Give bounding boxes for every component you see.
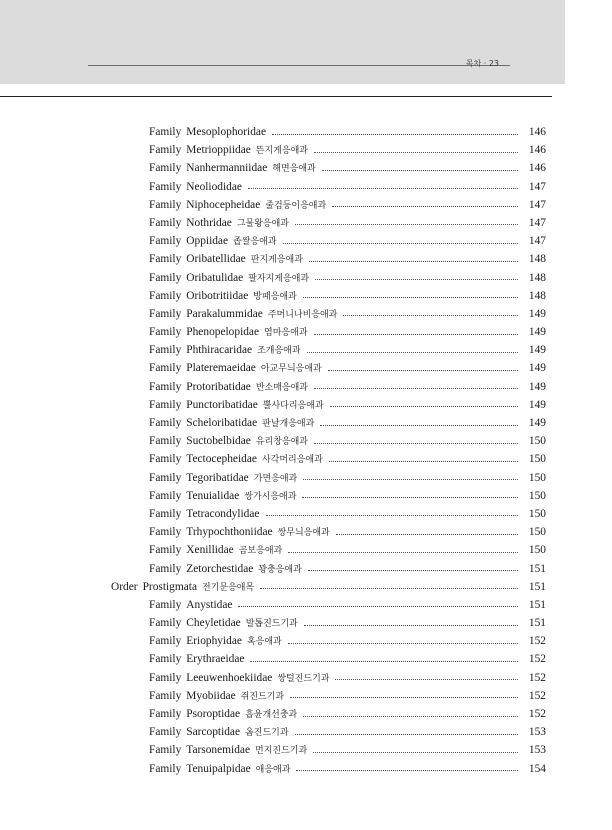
- dot-leader: [309, 261, 518, 262]
- toc-entry-label: [111, 578, 254, 597]
- toc-entry-label: [149, 469, 297, 488]
- page-number: 151: [528, 617, 546, 630]
- toc-entry-label: [149, 196, 326, 215]
- header-rule: [88, 65, 510, 66]
- taxon-name: Niphocepheidae: [186, 198, 261, 211]
- taxon-rank: Family: [149, 726, 182, 739]
- toc-family-entry[interactable]: [0, 632, 612, 650]
- taxon-rank: Family: [149, 453, 182, 466]
- korean-name: 반소매응애과: [255, 382, 308, 393]
- toc-family-entry[interactable]: [0, 323, 612, 341]
- toc-family-entry[interactable]: [0, 305, 612, 323]
- dot-leader: [302, 497, 518, 498]
- page-number: 150: [528, 507, 546, 520]
- taxon-rank: Family: [149, 198, 182, 211]
- dot-leader: [303, 297, 518, 298]
- taxon-rank: Family: [149, 307, 182, 320]
- page-number: 148: [528, 271, 546, 284]
- taxon-rank: Family: [149, 762, 182, 775]
- dot-leader: [335, 679, 518, 680]
- korean-name: 가면응애과: [253, 473, 298, 484]
- dot-leader: [313, 752, 518, 753]
- toc-entry-label: [149, 141, 308, 160]
- taxon-name: Tenuipalpidae: [186, 762, 251, 775]
- korean-name: 애응애과: [255, 764, 291, 775]
- korean-name: 곰보응애과: [238, 546, 283, 557]
- taxon-name: Oppiidae: [186, 235, 229, 248]
- dot-leader: [290, 697, 518, 698]
- toc-entry-label: [149, 287, 297, 306]
- taxon-name: Xenillidae: [186, 544, 234, 557]
- toc-family-entry[interactable]: [0, 396, 612, 414]
- toc-family-entry[interactable]: [0, 250, 612, 268]
- toc-entry-label: [149, 687, 284, 706]
- toc-order-entry[interactable]: [0, 578, 612, 596]
- dot-leader: [329, 461, 518, 462]
- taxon-name: Oribatellidae: [186, 253, 246, 266]
- korean-name: 좁쌀응애과: [233, 237, 277, 248]
- taxon-name: Phthiracaridae: [186, 344, 253, 357]
- toc-family-entry[interactable]: [0, 650, 612, 668]
- korean-name: 발톱진드기과: [245, 619, 298, 630]
- toc-entry-label: [149, 632, 282, 651]
- toc-entry-label: [149, 359, 322, 378]
- dot-leader: [308, 570, 518, 571]
- page-number: 146: [528, 144, 546, 157]
- toc-entry-label: [149, 250, 303, 269]
- taxon-name: Punctoribatidae: [186, 398, 258, 411]
- toc-entry-label: [149, 723, 289, 742]
- page-number: 152: [528, 708, 546, 720]
- toc-entry-label: [149, 669, 329, 688]
- toc-entry-label: [149, 378, 308, 397]
- toc-entry-label: [149, 596, 232, 614]
- page-number: 147: [528, 235, 546, 248]
- toc-entry-label: [149, 232, 277, 251]
- taxon-rank: Family: [149, 126, 182, 138]
- toc-entry-label: [149, 323, 308, 342]
- toc-family-entry[interactable]: [0, 487, 612, 505]
- toc-family-entry[interactable]: [0, 141, 612, 159]
- korean-name: 아교무늬응애과: [260, 364, 322, 375]
- taxon-rank: Family: [149, 253, 182, 266]
- page-number: 152: [528, 671, 546, 684]
- toc-entry-label: [149, 432, 308, 451]
- dot-leader: [260, 588, 518, 589]
- toc-entry-label: [149, 614, 298, 633]
- taxon-name: Zetorchestidae: [186, 562, 254, 575]
- korean-name: 주머니나비응애과: [267, 309, 338, 320]
- taxon-rank: Family: [149, 235, 182, 248]
- page-number: 150: [528, 453, 546, 466]
- page-number: 150: [528, 435, 546, 448]
- taxon-rank: Family: [149, 380, 182, 393]
- taxon-rank: Family: [149, 435, 182, 448]
- page-number: 152: [528, 689, 546, 702]
- toc-entry-label: [149, 450, 323, 469]
- page-number: 153: [528, 726, 546, 739]
- dot-leader: [248, 188, 518, 189]
- toc-family-entry[interactable]: [0, 414, 612, 432]
- dot-leader: [307, 352, 518, 353]
- taxon-name: Scheloribatidae: [186, 417, 258, 429]
- table-of-contents: [0, 123, 612, 778]
- korean-name: 방패응애과: [253, 291, 297, 302]
- taxon-name: Metrioppiidae: [186, 144, 251, 157]
- dot-leader: [304, 625, 518, 626]
- korean-name: 먼지진드기과: [255, 746, 308, 757]
- page-number: 148: [528, 289, 546, 302]
- toc-family-entry[interactable]: [0, 196, 612, 214]
- taxon-name: Neoliodidae: [186, 180, 242, 193]
- dot-leader: [343, 315, 518, 316]
- dot-leader: [320, 425, 518, 426]
- toc-entry-label: [149, 269, 309, 288]
- taxon-name: Suctobelbidae: [186, 435, 251, 448]
- taxon-rank: Family: [149, 326, 182, 339]
- korean-name: 꽝충응애과: [258, 564, 302, 575]
- toc-family-entry[interactable]: [0, 450, 612, 468]
- dot-leader: [295, 224, 518, 225]
- toc-family-entry[interactable]: [0, 469, 612, 487]
- toc-entry-label: [149, 159, 316, 178]
- toc-family-entry[interactable]: [0, 596, 612, 614]
- taxon-rank: Family: [149, 708, 182, 720]
- toc-entry-label: [149, 214, 289, 233]
- toc-entry-label: [149, 560, 302, 579]
- toc-family-entry[interactable]: [0, 378, 612, 396]
- page-number: 149: [528, 326, 546, 339]
- korean-name: 뜬지게응애과: [255, 146, 308, 157]
- taxon-name: Tegoribatidae: [186, 471, 249, 484]
- taxon-rank: Family: [149, 544, 182, 557]
- page-number: 149: [528, 344, 546, 357]
- dot-leader: [314, 334, 518, 335]
- dot-leader: [314, 388, 518, 389]
- page-number: 153: [528, 744, 546, 757]
- taxon-rank: Family: [149, 398, 182, 411]
- taxon-rank: Family: [149, 653, 182, 666]
- taxon-rank: Family: [149, 216, 182, 229]
- taxon-rank: Order: [111, 580, 138, 593]
- dot-leader: [322, 170, 518, 171]
- taxon-rank: Family: [149, 562, 182, 575]
- taxon-name: Cheyletidae: [186, 617, 241, 630]
- taxon-rank: Family: [149, 180, 182, 193]
- taxon-rank: Family: [149, 598, 182, 611]
- taxon-rank: Family: [149, 362, 182, 375]
- korean-name: 흡윤개선충과: [245, 710, 298, 720]
- page-number: 152: [528, 635, 546, 648]
- taxon-name: Phenopelopidae: [186, 326, 260, 339]
- dot-leader: [250, 661, 518, 662]
- korean-name: 줄검둥이응애과: [265, 200, 327, 211]
- toc-family-entry[interactable]: [0, 178, 612, 196]
- toc-entry-label: [149, 523, 330, 542]
- page-number: 150: [528, 471, 546, 484]
- toc-entry-label: [149, 760, 290, 779]
- page-number: 152: [528, 653, 546, 666]
- dot-leader: [336, 534, 518, 535]
- page-number: 150: [528, 489, 546, 502]
- dot-leader: [303, 716, 518, 717]
- toc-family-entry[interactable]: [0, 723, 612, 741]
- toc-entry-label: [149, 123, 266, 141]
- dot-leader: [330, 406, 518, 407]
- korean-name: 팔자지게응애과: [248, 273, 310, 284]
- toc-family-entry[interactable]: [0, 123, 612, 141]
- taxon-name: Tectocepheidae: [186, 453, 257, 466]
- content-top-rule: [0, 96, 552, 97]
- taxon-name: Oribotritiidae: [186, 289, 249, 302]
- taxon-name: Sarcoptidae: [186, 726, 241, 739]
- taxon-name: Mesoplophoridae: [186, 126, 266, 138]
- toc-family-entry[interactable]: [0, 505, 612, 523]
- taxon-name: Eriophyidae: [186, 635, 242, 648]
- korean-name: 유리창응애과: [255, 437, 308, 448]
- taxon-rank: Family: [149, 671, 182, 684]
- page-number: 149: [528, 380, 546, 393]
- taxon-rank: Family: [149, 144, 182, 157]
- taxon-rank: Family: [149, 635, 182, 648]
- taxon-name: Oribatulidae: [186, 271, 244, 284]
- page-number: 150: [528, 544, 546, 557]
- dot-leader: [288, 552, 518, 553]
- korean-name: 옴진드기과: [245, 728, 289, 739]
- toc-family-entry[interactable]: [0, 232, 612, 250]
- page-number: 151: [528, 598, 546, 611]
- taxon-name: Erythraeidae: [186, 653, 245, 666]
- toc-entry-label: [149, 414, 314, 433]
- toc-entry-label: [149, 178, 242, 196]
- taxon-name: Plateremaeidae: [186, 362, 256, 375]
- korean-name: 사각머리응애과: [261, 455, 323, 466]
- page-number: 151: [528, 580, 546, 593]
- page-header-band: [0, 0, 565, 84]
- dot-leader: [332, 206, 518, 207]
- dot-leader: [314, 443, 518, 444]
- page-number: 149: [528, 417, 546, 429]
- toc-entry-label: [149, 396, 324, 415]
- page-number: 147: [528, 198, 546, 211]
- taxon-rank: Family: [149, 417, 182, 429]
- toc-family-entry[interactable]: [0, 159, 612, 177]
- toc-entry-label: [149, 650, 244, 668]
- dot-leader: [288, 643, 518, 644]
- korean-name: 쌍무늬응애과: [277, 528, 330, 539]
- korean-name: 그물왕응애과: [236, 218, 289, 229]
- dot-leader: [283, 243, 518, 244]
- taxon-name: Leeuwenhoekiidae: [186, 671, 273, 684]
- korean-name: 전기문응애목: [202, 582, 255, 593]
- toc-family-entry[interactable]: [0, 432, 612, 450]
- toc-family-entry[interactable]: [0, 287, 612, 305]
- taxon-name: Trhypochthoniidae: [186, 526, 273, 539]
- korean-name: 염마응애과: [264, 328, 308, 339]
- taxon-rank: Family: [149, 744, 182, 757]
- taxon-name: Protoribatidae: [186, 380, 251, 393]
- dot-leader: [328, 370, 518, 371]
- toc-family-entry[interactable]: [0, 541, 612, 559]
- korean-name: 판지게응애과: [250, 255, 303, 266]
- toc-family-entry[interactable]: [0, 741, 612, 759]
- dot-leader: [314, 152, 518, 153]
- running-header: 목차 · 23: [465, 59, 499, 68]
- taxon-name: Nothridae: [186, 216, 232, 229]
- page-number: 150: [528, 526, 546, 539]
- taxon-name: Psoroptidae: [186, 708, 241, 720]
- dot-leader: [272, 134, 518, 135]
- toc-family-entry[interactable]: [0, 560, 612, 578]
- page-number: 147: [528, 216, 546, 229]
- korean-name: 판날개응애과: [262, 419, 315, 429]
- korean-name: 뿔사다리응애과: [262, 400, 324, 411]
- toc-family-entry[interactable]: [0, 523, 612, 541]
- page-number: 149: [528, 307, 546, 320]
- toc-family-entry[interactable]: [0, 341, 612, 359]
- toc-family-entry[interactable]: [0, 614, 612, 632]
- taxon-rank: Family: [149, 617, 182, 630]
- korean-name: 쌍털진드기과: [277, 673, 330, 684]
- dot-leader: [295, 734, 518, 735]
- toc-family-entry[interactable]: [0, 269, 612, 287]
- toc-entry-label: [149, 741, 307, 760]
- taxon-rank: Family: [149, 344, 182, 357]
- taxon-name: Tarsonemidae: [186, 744, 251, 757]
- toc-family-entry[interactable]: [0, 687, 612, 705]
- korean-name: 조개응애과: [257, 346, 301, 357]
- page-number: 154: [528, 762, 546, 775]
- toc-family-entry[interactable]: [0, 760, 612, 778]
- toc-entry-label: [149, 505, 260, 523]
- page-number: 149: [528, 362, 546, 375]
- taxon-rank: Family: [149, 507, 182, 520]
- korean-name: 해면응애과: [272, 164, 316, 175]
- taxon-name: Tenuialidae: [186, 489, 240, 502]
- page-number: 147: [528, 180, 546, 193]
- page-number: 151: [528, 562, 546, 575]
- toc-entry-label: [149, 305, 337, 324]
- dot-leader: [238, 606, 518, 607]
- korean-name: 쥐진드기과: [240, 691, 285, 702]
- dot-leader: [303, 479, 518, 480]
- page-number: 146: [528, 126, 546, 138]
- taxon-rank: Family: [149, 471, 182, 484]
- taxon-rank: Family: [149, 526, 182, 539]
- taxon-rank: Family: [149, 489, 182, 502]
- page-number: 146: [528, 162, 546, 175]
- toc-entry-label: [149, 341, 301, 360]
- toc-entry-label: [149, 487, 296, 506]
- taxon-name: Nanhermanniidae: [186, 162, 268, 175]
- korean-name: 혹응애과: [246, 637, 282, 648]
- toc-entry-label: [149, 705, 297, 724]
- taxon-name: Tetracondylidae: [186, 507, 260, 520]
- taxon-name: Myobiidae: [186, 689, 236, 702]
- dot-leader: [296, 770, 518, 771]
- toc-family-entry[interactable]: [0, 705, 612, 723]
- toc-family-entry[interactable]: [0, 359, 612, 377]
- korean-name: 쌍가시응애과: [244, 491, 297, 502]
- toc-entry-label: [149, 541, 282, 560]
- dot-leader: [315, 279, 518, 280]
- taxon-name: Parakalummidae: [186, 307, 263, 320]
- page-number: 148: [528, 253, 546, 266]
- taxon-rank: Family: [149, 271, 182, 284]
- toc-family-entry[interactable]: [0, 214, 612, 232]
- taxon-rank: Family: [149, 689, 182, 702]
- dot-leader: [266, 515, 519, 516]
- page-number: 149: [528, 398, 546, 411]
- taxon-name: Anystidae: [186, 598, 233, 611]
- taxon-rank: Family: [149, 162, 182, 175]
- toc-family-entry[interactable]: [0, 669, 612, 687]
- taxon-rank: Family: [149, 289, 182, 302]
- taxon-name: Prostigmata: [142, 580, 197, 593]
